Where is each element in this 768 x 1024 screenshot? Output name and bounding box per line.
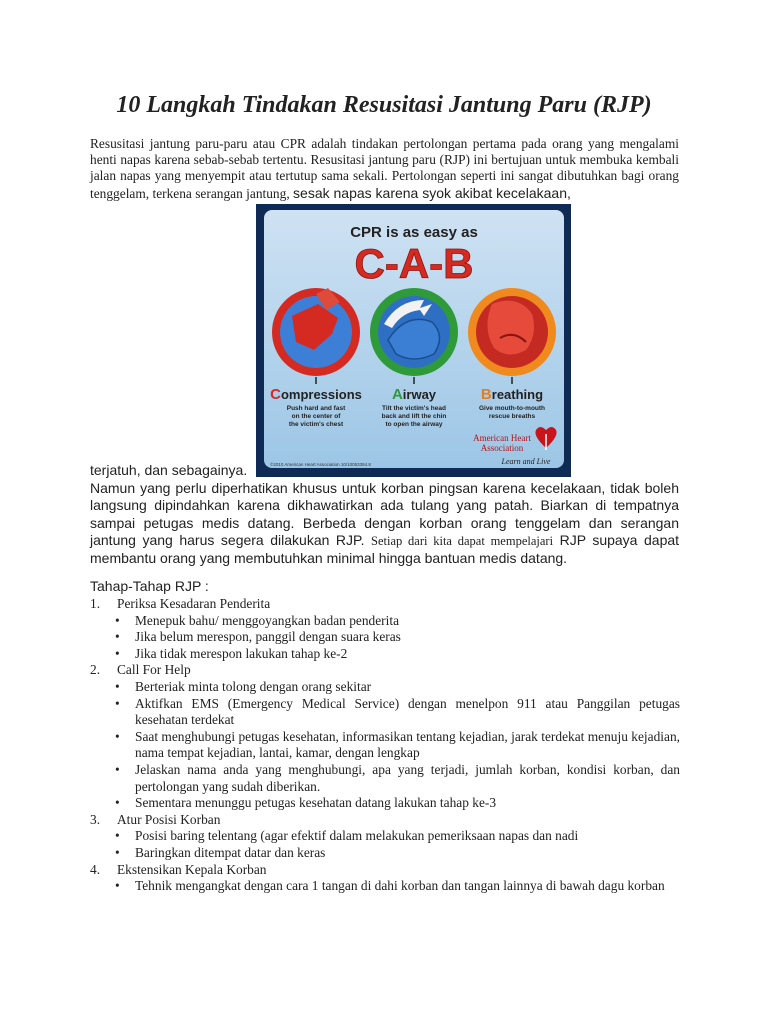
aha-name-2: Association [480, 443, 524, 453]
step-number: 3. [90, 811, 101, 827]
step-1-substeps [90, 613, 680, 663]
airway-desc-3: to open the airway [385, 421, 443, 428]
breathing-desc-1: Give mouth-to-mouth [478, 405, 546, 412]
after-figure-text: terjatuh, dan sebagainya. [90, 462, 248, 478]
step-title: Periksa Kesadaran Penderita [117, 596, 271, 611]
step-2-substeps [90, 679, 680, 812]
label-airway: Airway [391, 386, 437, 403]
step-item [90, 596, 680, 613]
intro-tail: sesak napas karena syok akibat kecelakaan, [293, 184, 571, 201]
figure-cab: C-A-B [354, 240, 474, 287]
step-number: 1. [90, 596, 101, 611]
substep-item: • Menepuk bahu/ menggoyangkan badan penderita [115, 613, 680, 630]
intro-text: Resusitasi jantung paru-paru atau CPR adalah tindakan pertolongan pertama pada orang yang mengalami henti napas karena sebab-sebab tertentu. Resusitasi jantung paru (RJP) ini bertujuan untuk membuka kembali jalan napas yang menyempit atau tertutup sama sekali. Pertolongan seperti ini sangat dibutuhkan bagi orang tenggelam, terkena serangan jantung, [90, 136, 679, 201]
substep-item: • Jika tidak merespon lakukan tahap ke-2 [115, 646, 680, 663]
substep-item: • Tehnik mengangkat dengan cara 1 tangan di dahi korban dan tangan lainnya di bawah dagu korban [115, 878, 680, 895]
compressions-illustration [272, 288, 360, 376]
substep-item: • Posisi baring telentang (agar efektif dalam melakukan pemeriksaan napas dan nadi [115, 828, 680, 845]
step-item [90, 812, 680, 829]
paragraph-2-text-b: Setiap dari kita dapat mempelajari [371, 533, 554, 548]
steps-list [90, 596, 680, 895]
step-number: 2. [90, 662, 101, 678]
substep-item: • Berteriak minta tolong dengan orang sekitar [115, 679, 680, 696]
page-title: 10 Langkah Tindakan Resusitasi Jantung Paru (RJP) [116, 92, 652, 118]
step-item [90, 662, 680, 679]
substep-item: • Jelaskan nama anda yang menghubungi, apa yang terjadi, jumlah korban, kondisi korban, dan pertolongan yang sudah diberikan. [115, 762, 680, 795]
step-title: Atur Posisi Korban [117, 811, 221, 827]
aha-name-1: American Heart [473, 433, 531, 443]
substep-item: • Jika belum merespon, panggil dengan suara keras [115, 629, 680, 646]
label-breathing: Breathing [480, 386, 544, 403]
step-item [90, 862, 680, 879]
substep-item: • Baringkan ditempat datar dan keras [115, 845, 680, 862]
cpr-cab-infographic [256, 204, 571, 477]
figure-heading: CPR is as easy as [350, 224, 478, 241]
compressions-desc-3: the victim's chest [288, 421, 344, 428]
step-title: Ekstensikan Kepala Korban [117, 861, 267, 877]
step-title: Call For Help [117, 662, 191, 678]
compressions-desc-1: Push hard and fast [286, 405, 346, 412]
figure-copyright: ©2010 American Heart Association 10/10053384.8 [270, 462, 371, 467]
paragraph-2-text-c: RJP supaya dapat membantu orang yang membutuhkan minimal hingga bantuan medis datang. [90, 531, 680, 567]
paragraph-2-text-a: Namun yang perlu diperhatikan khusus untuk korban pingsan karena kecelakaan, tidak boleh langsung dipindahkan karena dikhawatirkan ada tulang yang patah. Biarkan di tempatnya sampai petugas medis datang. Berbeda dengan korban orang tenggelam dan serangan jantung yang harus segera dilakukan RJP. [90, 480, 679, 548]
steps-heading: Tahap-Tahap RJP : [90, 578, 209, 594]
label-compressions: Compressions [270, 386, 362, 403]
step-4-substeps [90, 878, 680, 895]
substep-item: • Saat menghubungi petugas kesehatan, informasikan tentang kejadian, jarak terdekat menuju kejadian, nama tempat kejadian, lantai, kamar, dengan lengkap [115, 729, 680, 762]
breathing-desc-2: rescue breaths [488, 413, 536, 420]
aha-tagline: Learn and Live [501, 457, 551, 466]
step-3-substeps [90, 828, 680, 861]
airway-illustration [370, 288, 458, 376]
breathing-illustration [468, 288, 556, 376]
substep-item: • Sementara menunggu petugas kesehatan datang lakukan tahap ke-3 [115, 795, 680, 812]
compressions-desc-2: on the center of [291, 413, 341, 420]
step-number: 4. [90, 861, 101, 877]
airway-desc-2: back and lift the chin [381, 413, 447, 420]
airway-desc-1: Tilt the victim's head [382, 405, 446, 412]
paragraph-2 [90, 480, 679, 567]
intro-paragraph [90, 136, 679, 202]
substep-item: • Aktifkan EMS (Emergency Medical Service) dengan menelpon 911 atau Panggilan petugas kesehatan terdekat [115, 696, 680, 729]
